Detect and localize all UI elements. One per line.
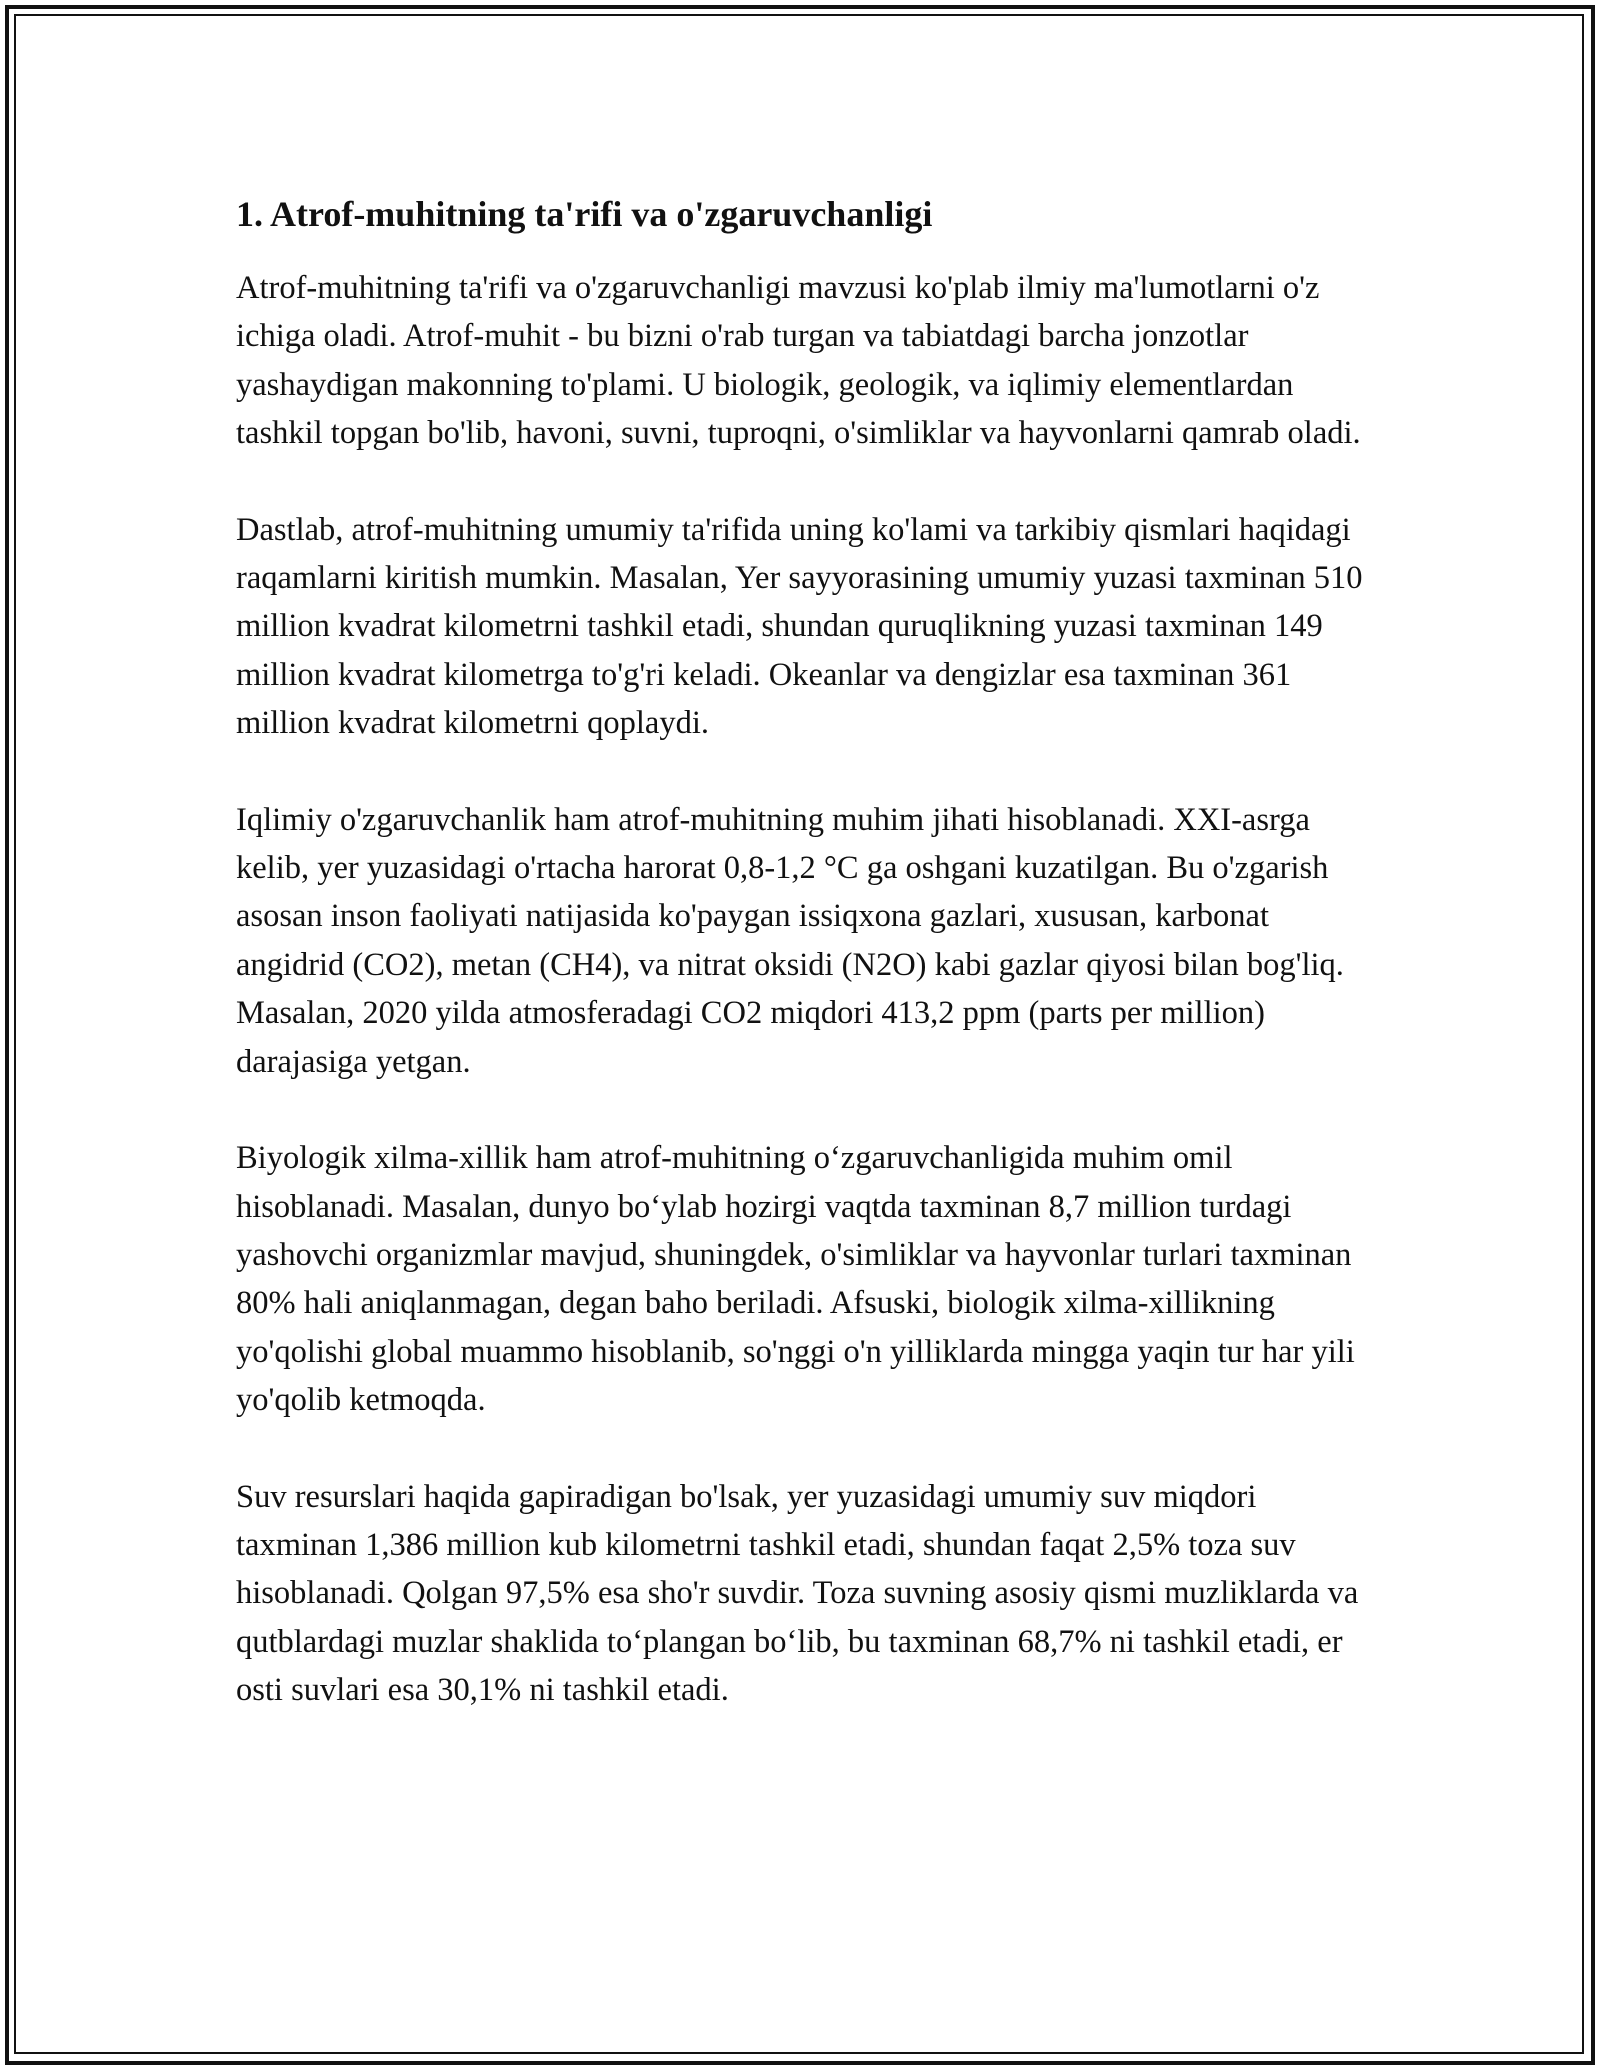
section-heading: 1. Atrof-muhitning ta'rifi va o'zgaruvchanligi	[236, 194, 933, 234]
paragraph-climate-change: Iqlimiy o'zgaruvchanlik ham atrof-muhitning muhim jihati hisoblanadi. XXI-asrga kelib, yer yuzasidagi o'rtacha harorat 0,8-1,2 °C ga oshgani kuzatilgan. Bu o'zgarish asosan inson faoliyati natijasida ko'paygan issiqxona gazlari, xususan, karbonat angidrid (CO2), metan (CH4), va nitrat oksidi (N2O) kabi gazlar qiyosi bilan bog'liq. Masalan, 2020 yilda atmosferadagi CO2 miqdori 413,2 ppm (parts per million) darajasiga yetgan.	[236, 801, 1344, 1080]
paragraph-earth-surface: Dastlab, atrof-muhitning umumiy ta'rifida uning ko'lami va tarkibiy qismlari haqidagi raqamlarni kiritish mumkin. Masalan, Yer sayyorasining umumiy yuzasi taxminan 510 million kvadrat kilometrni tashkil etadi, shundan quruqlikning yuzasi taxminan 149 million kvadrat kilometrga to'g'ri keladi. Okeanlar va dengizlar esa taxminan 361 million kvadrat kilometrni qoplaydi.	[236, 511, 1363, 742]
paragraph-definition: Atrof-muhitning ta'rifi va o'zgaruvchanligi mavzusi ko'plab ilmiy ma'lumotlarni o'z ichiga oladi. Atrof-muhit - bu bizni o'rab turgan va tabiatdagi barcha jonzotlar yashaydigan makonning to'plami. U biologik, geologik, va iqlimiy elementlardan tashkil topgan bo'lib, havoni, suvni, tuproqni, o'simliklar va hayvonlarni qamrab oladi.	[236, 270, 1361, 452]
paragraph-biodiversity: Biyologik xilma-xillik ham atrof-muhitning o‘zgaruvchanligida muhim omil hisoblanadi. Masalan, dunyo bo‘ylab hozirgi vaqtda taxminan 8,7 million turdagi yashovchi organizmlar mavjud, shuningdek, o'simliklar va hayvonlar turlari taxminan 80% hali aniqlanmagan, degan baho beriladi. Afsuski, biologik xilma-xillikning yo'qolishi global muammo hisoblanib, so'nggi o'n yilliklarda mingga yaqin tur har yili yo'qolib ketmoqda.	[236, 1140, 1355, 1419]
document-body	[236, 190, 1376, 1763]
paragraph-water-resources: Suv resurslari haqida gapiradigan bo'lsak, yer yuzasidagi umumiy suv miqdori taxminan 1,386 million kub kilometrni tashkil etadi, shundan faqat 2,5% toza suv hisoblanadi. Qolgan 97,5% esa sho'r suvdir. Toza suvning asosiy qismi muzliklarda va qutblardagi muzlar shaklida to‘plangan bo‘lib, bu taxminan 68,7% ni tashkil etadi, er osti suvlari esa 30,1% ni tashkil etadi.	[236, 1478, 1359, 1709]
